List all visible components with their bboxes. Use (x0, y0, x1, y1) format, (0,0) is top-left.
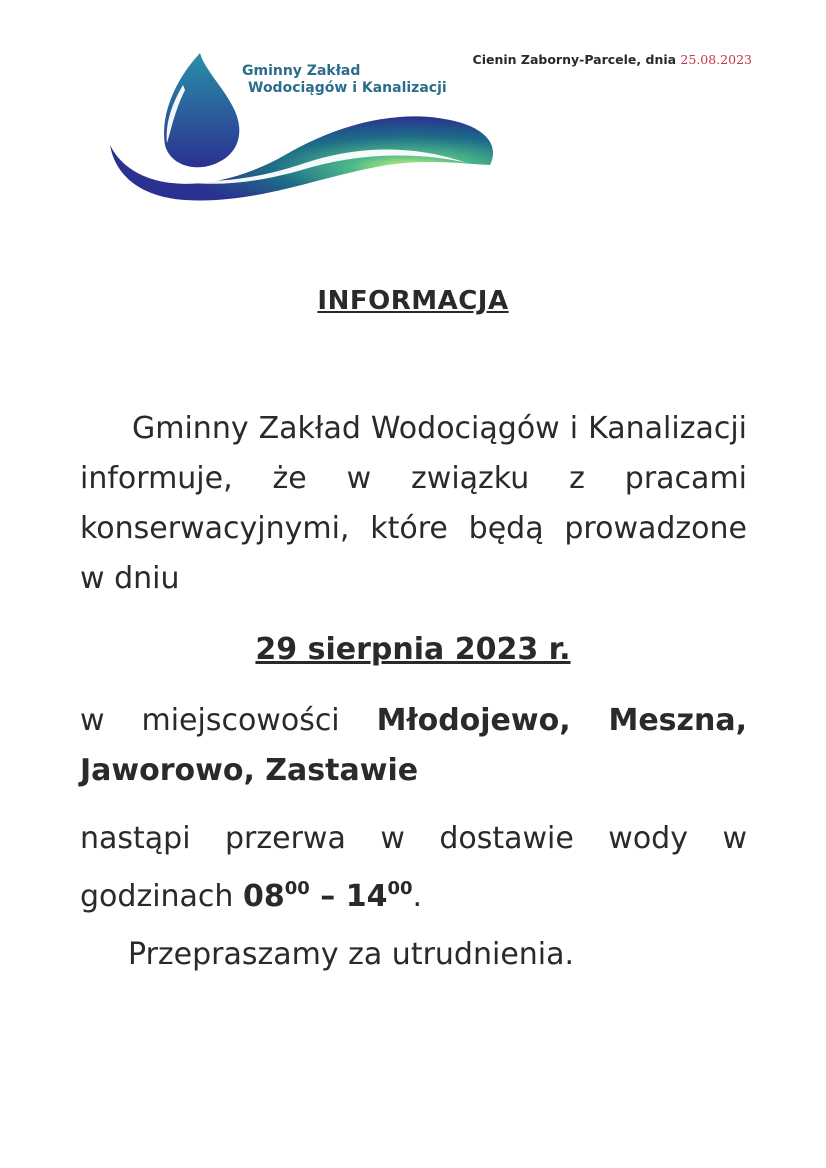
apology-text: Przepraszamy za utrudnienia. (128, 937, 575, 972)
logo-line-2: Wodociągów i Kanalizacji (248, 80, 447, 96)
locations-list: Młodojewo, Meszna, Jaworowo, Zastawie (80, 703, 747, 788)
locations-prefix: w miejscowości (80, 703, 340, 738)
page-title: INFORMACJA (317, 286, 509, 316)
interruption-text: nastąpi przerwa w dostawie wody w godzinach (80, 821, 747, 914)
locations-paragraph (80, 696, 747, 796)
logo-line-1: Gminny Zakład (242, 63, 361, 79)
intro-paragraph: Gminny Zakład Wodociągów i Kanalizacji informuje, że w związku z pracami konserwacyjnymi, które będą prowadzone w dniu (80, 411, 747, 596)
time-range: $08^{00} - 14^{00}$ (242, 878, 413, 914)
work-date: 29 sierpnia 2023 r. (255, 632, 571, 667)
interruption-paragraph: nastąpi przerwa w dostawie wody w godzinach $08^{00} - 14^{00}$. (80, 821, 747, 914)
place-label: Cienin Zaborny-Parcele, dnia (472, 52, 677, 67)
document-date: 25.08.2023 (680, 52, 752, 67)
place-and-date (473, 52, 752, 67)
company-logo (105, 45, 505, 210)
